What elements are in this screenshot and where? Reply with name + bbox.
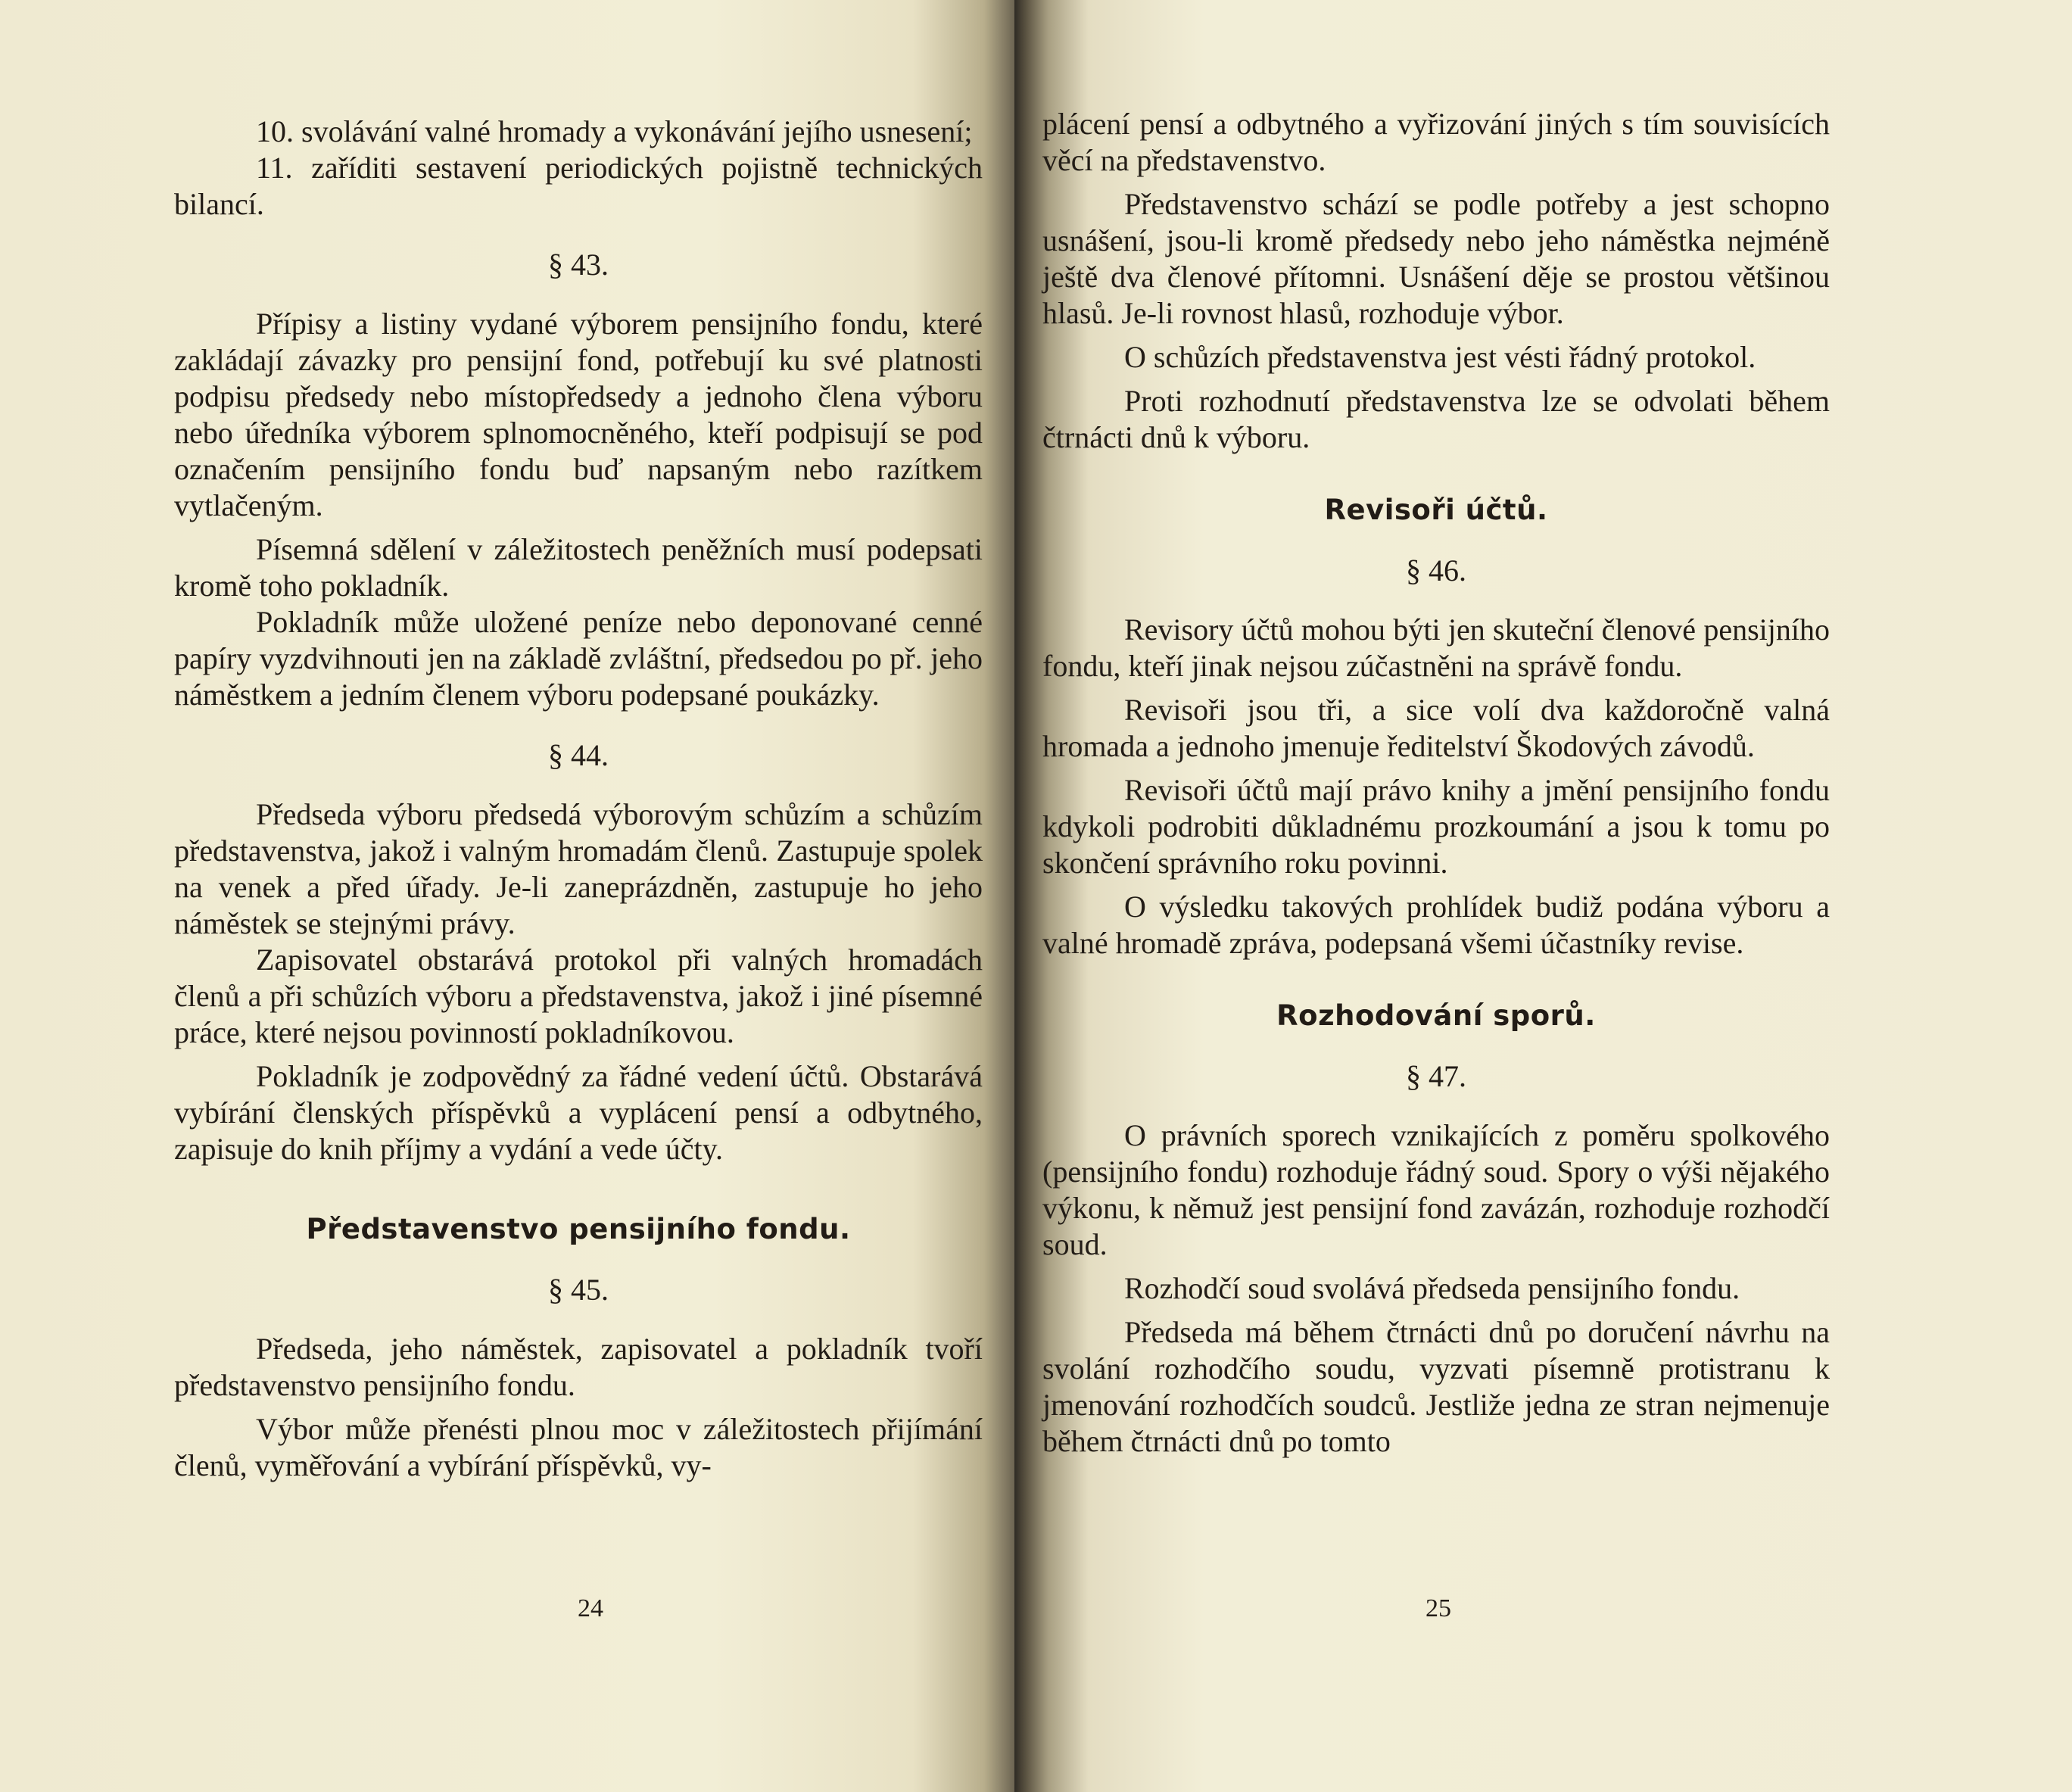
section-number: § 45. bbox=[548, 1273, 609, 1307]
paragraph: Přípisy a listiny vydané výborem pensijního fondu, které zakládají závazky pro pensijní fond, potřebují ku své platnosti podpisu předsedy nebo místopředsedy a jednoho člena výboru nebo úředníka výborem splnomocněného, kteří podpisují se pod označením pensijního fondu buď napsaným nebo razítkem vytlačeným. bbox=[174, 307, 983, 522]
list-item: 11. zaříditi sestavení periodických pojistně technických bilancí. bbox=[174, 151, 983, 221]
section-heading: Revisoři účtů. bbox=[1324, 494, 1548, 526]
paragraph: Pokladník může uložené peníze nebo deponované cenné papíry vyzdvihnouti jen na základě zvláštní, předsedou po př. jeho náměstkem a jedním členem výboru podepsané poukázky. bbox=[174, 605, 983, 712]
left-page bbox=[0, 0, 1014, 1792]
right-page bbox=[1014, 0, 2072, 1792]
page-number: 25 bbox=[1425, 1594, 1451, 1622]
paragraph: Písemná sdělení v záležitostech peněžních musí podepsati kromě toho pokladník. bbox=[174, 532, 983, 603]
paragraph: Pokladník je zodpovědný za řádné vedení účtů. Obstarává vybírání členských příspěvků a vyplácení pensí a odbytného, zapisuje do knih příjmy a vydání a vede účty. bbox=[174, 1059, 983, 1166]
paragraph: Revisoři jsou tři, a sice volí dva každoročně valná hromada a jednoho jmenuje ředitelství Škodových závodů. bbox=[1042, 693, 1830, 763]
paragraph: Výbor může přenésti plnou moc v záležitostech přijímání členů, vyměřování a vybírání příspěvků, vy- bbox=[174, 1412, 983, 1482]
left-page-text bbox=[174, 114, 983, 1484]
paragraph: Proti rozhodnutí představenstva lze se odvolati během čtrnácti dnů k výboru. bbox=[1042, 384, 1830, 454]
paragraph: O výsledku takových prohlídek budiž podána výboru a valné hromadě zpráva, podepsaná všemi účastníky revise. bbox=[1042, 890, 1830, 960]
paragraph: Předseda, jeho náměstek, zapisovatel a pokladník tvoří představenstvo pensijního fondu. bbox=[174, 1332, 983, 1402]
paragraph: Rozhodčí soud svolává předseda pensijního fondu. bbox=[1124, 1271, 1740, 1305]
paragraph: Zapisovatel obstarává protokol při valných hromadách členů a při schůzích výboru a představenstva, jakož i jiné písemné práce, které nejsou povinností pokladníkovou. bbox=[174, 943, 983, 1049]
section-number: § 43. bbox=[548, 248, 609, 282]
paragraph: Představenstvo schází se podle potřeby a jest schopno usnášení, jsou-li kromě předsedy nebo jeho náměstka nejméně ještě dva členové přítomni. Usnášení děje se prostou většinou hlasů. Je-li rovnost hlasů, rozhoduje výbor. bbox=[1042, 187, 1830, 330]
list-item: 10. svolávání valné hromady a vykonávání jejího usnesení; bbox=[256, 114, 973, 148]
paragraph: Revisory účtů mohou býti jen skuteční členové pensijního fondu, kteří jinak nejsou zúčastněni na správě fondu. bbox=[1042, 612, 1830, 683]
paragraph: O schůzích představenstva jest vésti řádný protokol. bbox=[1124, 340, 1756, 374]
section-number: § 44. bbox=[548, 738, 609, 772]
section-number: § 47. bbox=[1406, 1059, 1466, 1093]
right-page-text bbox=[1042, 106, 1830, 1460]
section-heading: Představenstvo pensijního fondu. bbox=[306, 1213, 851, 1245]
paragraph: Předseda výboru předsedá výborovým schůzím a schůzím představenstva, jakož i valným hromadám členů. Zastupuje spolek na venek a před úřady. Je-li zaneprázdněn, zastupuje ho jeho náměstek se stejnými právy. bbox=[174, 797, 983, 940]
paragraph: Předseda má během čtrnácti dnů po doručení návrhu na svolání rozhodčího soudu, vyzvati písemně protistranu k jmenování rozhodčích soudců. Jestliže jedna ze stran nejmenuje během čtrnácti dnů po tomto bbox=[1042, 1315, 1830, 1458]
paragraph: O právních sporech vznikajících z poměru spolkového (pensijního fondu) rozhoduje řádný soud. Spory o výši nějakého výkonu, k němuž jest pensijní fond zavázán, rozhoduje rozhodčí soud. bbox=[1042, 1118, 1830, 1261]
paragraph: plácení pensí a odbytného a vyřizování jiných s tím souvisících věcí na představenstvo. bbox=[1042, 107, 1830, 177]
page-number: 24 bbox=[578, 1594, 603, 1622]
paragraph: Revisoři účtů mají právo knihy a jmění pensijního fondu kdykoli podrobiti důkladnému prozkoumání a jsou k tomu po skončení správního roku povinni. bbox=[1042, 773, 1830, 880]
section-heading: Rozhodování sporů. bbox=[1276, 999, 1596, 1032]
section-number: § 46. bbox=[1406, 553, 1466, 587]
